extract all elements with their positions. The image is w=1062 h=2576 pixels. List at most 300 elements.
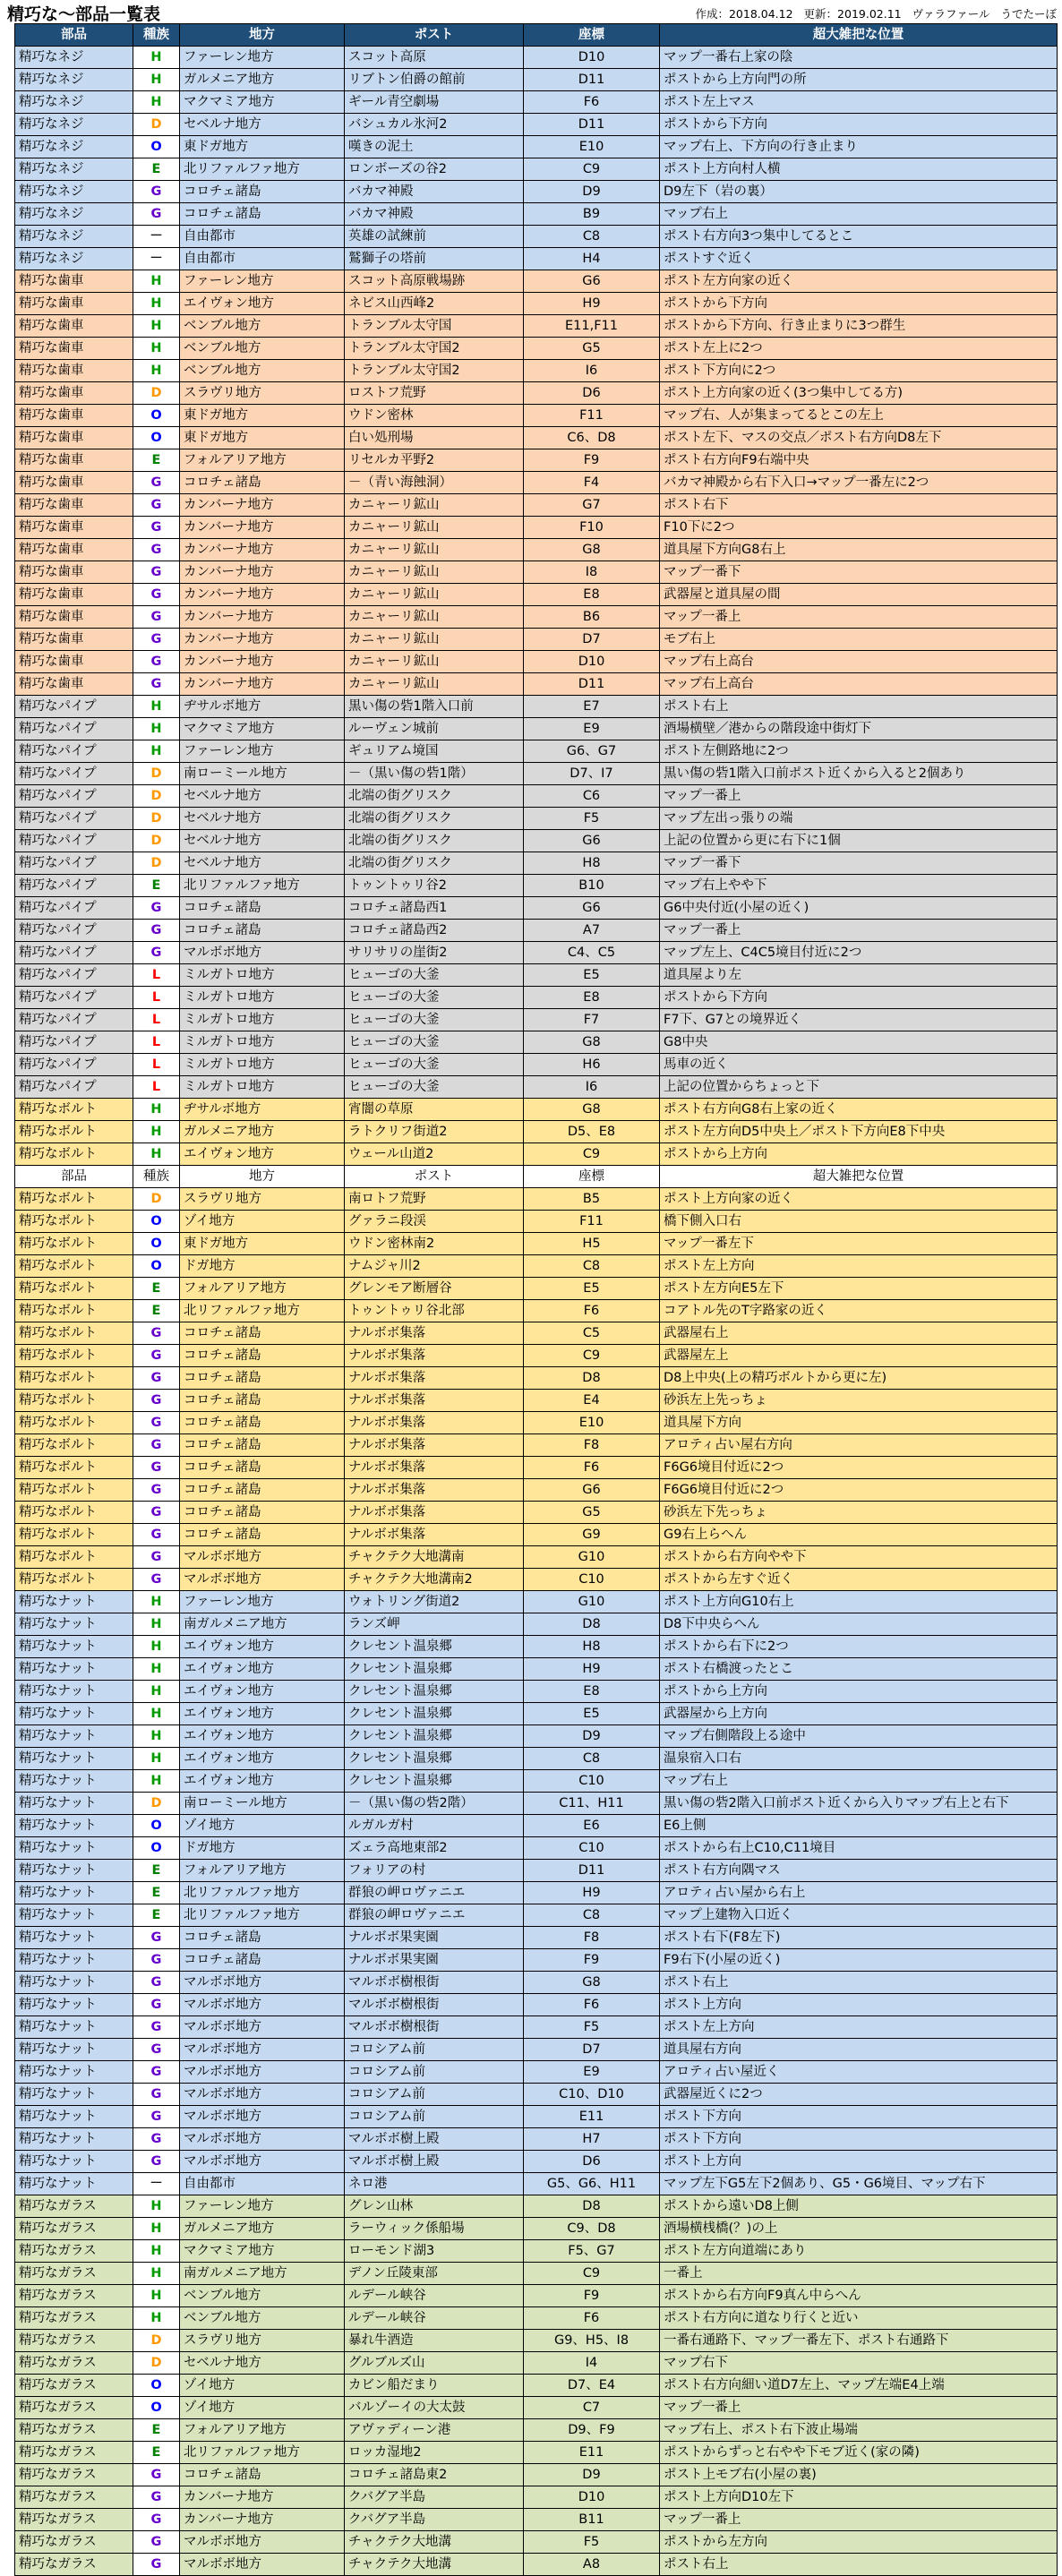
position-cell: D9左下（岩の裏） (660, 181, 1058, 203)
coord-cell: G5 (524, 1502, 660, 1524)
part-name-cell: 精巧なボルト (15, 1255, 133, 1278)
table-row (15, 1345, 1058, 1367)
race-cell: － (133, 2173, 180, 2195)
post-cell: コロシアム前 (345, 2061, 524, 2084)
coord-cell: C10 (524, 1770, 660, 1793)
area-cell: マクマミア地方 (180, 91, 345, 114)
post-cell: クバグア半島 (345, 2486, 524, 2509)
part-name-cell: 精巧なボルト (15, 1390, 133, 1412)
post-cell: ロンボーズの谷2 (345, 158, 524, 181)
position-cell: G8中央 (660, 1031, 1058, 1054)
race-cell: G (133, 897, 180, 920)
race-cell: G (133, 472, 180, 494)
area-cell: ゾイ地方 (180, 2375, 345, 2397)
coord-cell: C8 (524, 1255, 660, 1278)
table-row (15, 2419, 1058, 2442)
position-cell: マップ左出っ張りの端 (660, 808, 1058, 830)
part-name-cell: 精巧なネジ (15, 203, 133, 226)
table-row (15, 427, 1058, 449)
table-row (15, 472, 1058, 494)
table-row (15, 158, 1058, 181)
position-cell: ポスト上方向D10左下 (660, 2486, 1058, 2509)
part-name-cell: 精巧なナット (15, 1882, 133, 1904)
coord-cell: E5 (524, 964, 660, 987)
coord-cell: C10、D10 (524, 2084, 660, 2106)
area-cell: マルボボ地方 (180, 2151, 345, 2173)
position-cell: 上記の位置からちょっと下 (660, 1076, 1058, 1099)
race-cell: H (133, 338, 180, 360)
position-cell: 道具屋下方向G8右上 (660, 539, 1058, 561)
position-cell: ポスト右方向隅マス (660, 1860, 1058, 1882)
coord-cell: H7 (524, 2128, 660, 2151)
table-row (15, 673, 1058, 696)
coord-cell: C10 (524, 1569, 660, 1591)
table-row (15, 1613, 1058, 1636)
coord-cell: F6 (524, 1457, 660, 1479)
part-name-cell: 精巧なボルト (15, 1434, 133, 1457)
part-name-cell: 精巧なパイプ (15, 964, 133, 987)
part-name-cell: 精巧なボルト (15, 1412, 133, 1434)
post-cell: ナルボボ集落 (345, 1390, 524, 1412)
part-name-cell: 精巧なパイプ (15, 852, 133, 875)
table-row (15, 1748, 1058, 1770)
position-cell: ポスト右方向細い道D7左上、マップ左端E4上端 (660, 2375, 1058, 2397)
part-name-cell: 精巧なパイプ (15, 763, 133, 785)
part-name-cell: 精巧な歯車 (15, 449, 133, 472)
area-cell: ミルガトロ地方 (180, 1009, 345, 1031)
post-cell: ラーウィック係船場 (345, 2218, 524, 2240)
coord-cell: C5 (524, 1322, 660, 1345)
race-cell: G (133, 1927, 180, 1949)
table-row (15, 2151, 1058, 2173)
area-cell: ゾイ地方 (180, 1815, 345, 1837)
position-cell: ポスト左方向E5左下 (660, 1278, 1058, 1300)
coord-cell: H9 (524, 1882, 660, 1904)
post-cell: 暴れ牛酒造 (345, 2330, 524, 2352)
race-cell: H (133, 360, 180, 382)
table-row (15, 1994, 1058, 2016)
post-cell: 嘆きの泥土 (345, 136, 524, 158)
area-cell: カンバーナ地方 (180, 606, 345, 629)
coord-cell: B6 (524, 606, 660, 629)
coord-cell: C8 (524, 1904, 660, 1927)
part-name-cell: 精巧な歯車 (15, 606, 133, 629)
area-cell: コロチェ諸島 (180, 1367, 345, 1390)
race-cell: D (133, 830, 180, 852)
race-cell: H (133, 2285, 180, 2307)
table-row (15, 1434, 1058, 1457)
position-cell: マップ一番上 (660, 606, 1058, 629)
post-cell: スコット高原 (345, 47, 524, 69)
part-name-cell: 精巧なナット (15, 1949, 133, 1972)
table-row (15, 629, 1058, 651)
post-cell: クレセント温泉郷 (345, 1658, 524, 1681)
table-row (15, 1770, 1058, 1793)
post-cell: カニャーリ鉱山 (345, 494, 524, 517)
part-name-cell: 精巧なネジ (15, 158, 133, 181)
race-cell: G (133, 920, 180, 942)
position-cell: ポストから遠いD8上側 (660, 2195, 1058, 2218)
area-cell: 南ローミール地方 (180, 763, 345, 785)
part-name-cell: 精巧なナット (15, 2061, 133, 2084)
position-cell: ポストすぐ近く (660, 248, 1058, 270)
table-row (15, 2486, 1058, 2509)
coord-cell: F11 (524, 1211, 660, 1233)
repeated-header-cell: 部品 (15, 1166, 133, 1188)
table-row (15, 517, 1058, 539)
table-row (15, 1502, 1058, 1524)
coord-cell: G6、G7 (524, 740, 660, 763)
position-cell: マップ右、人が集まってるとこの左上 (660, 405, 1058, 427)
area-cell: カンバーナ地方 (180, 494, 345, 517)
area-cell: マルボボ地方 (180, 2061, 345, 2084)
coord-cell: H6 (524, 1054, 660, 1076)
race-cell: D (133, 785, 180, 808)
position-cell: アロティ占い屋右方向 (660, 1434, 1058, 1457)
post-cell: ウドン密林南2 (345, 1233, 524, 1255)
table-row (15, 293, 1058, 315)
part-name-cell: 精巧なパイプ (15, 1009, 133, 1031)
part-name-cell: 精巧なナット (15, 2106, 133, 2128)
coord-cell: C9、D8 (524, 2218, 660, 2240)
table-row (15, 1255, 1058, 1278)
race-cell: G (133, 2039, 180, 2061)
area-cell: セベルナ地方 (180, 852, 345, 875)
table-row (15, 2173, 1058, 2195)
table-row (15, 1949, 1058, 1972)
position-cell: E6上側 (660, 1815, 1058, 1837)
table-row (15, 136, 1058, 158)
coord-cell: H9 (524, 293, 660, 315)
position-cell: ポスト上モブ右(小屋の裏) (660, 2464, 1058, 2486)
coord-cell: D7 (524, 2039, 660, 2061)
position-cell: ポスト左方向家の近く (660, 270, 1058, 293)
area-cell: 自由都市 (180, 248, 345, 270)
race-cell: D (133, 852, 180, 875)
area-cell: マクマミア地方 (180, 718, 345, 740)
position-cell: アロティ占い屋近く (660, 2061, 1058, 2084)
part-name-cell: 精巧なガラス (15, 2218, 133, 2240)
coord-cell: E9 (524, 2061, 660, 2084)
part-name-cell: 精巧なボルト (15, 1457, 133, 1479)
race-cell: D (133, 1188, 180, 1211)
post-cell: ナムジャ川2 (345, 1255, 524, 1278)
race-cell: L (133, 1009, 180, 1031)
table-row (15, 1569, 1058, 1591)
area-cell: 北リファルファ地方 (180, 1882, 345, 1904)
part-name-cell: 精巧なガラス (15, 2285, 133, 2307)
post-cell: 南ロトフ荒野 (345, 1188, 524, 1211)
position-cell: 酒場横壁／港からの階段途中街灯下 (660, 718, 1058, 740)
race-cell: E (133, 1278, 180, 1300)
post-cell: トゥントゥリ谷2 (345, 875, 524, 897)
post-cell: チャクテク大地溝 (345, 2554, 524, 2576)
updated-date: 更新：2019.02.11 (803, 7, 902, 21)
race-cell: L (133, 1031, 180, 1054)
post-cell: バカマ神殿 (345, 181, 524, 203)
race-cell: O (133, 1255, 180, 1278)
post-cell: 群狼の岬ロヴァニエ (345, 1904, 524, 1927)
coord-cell: F8 (524, 1927, 660, 1949)
post-cell: ナルボボ果実園 (345, 1927, 524, 1949)
part-name-cell: 精巧なボルト (15, 1143, 133, 1166)
race-cell: H (133, 1591, 180, 1613)
table-row (15, 897, 1058, 920)
race-cell: G (133, 561, 180, 584)
post-cell: ヒューゴの大釜 (345, 987, 524, 1009)
area-cell: ミルガトロ地方 (180, 1031, 345, 1054)
coord-cell: D11 (524, 1860, 660, 1882)
table-row (15, 1591, 1058, 1613)
part-name-cell: 精巧なナット (15, 1636, 133, 1658)
coord-cell: C10 (524, 1837, 660, 1860)
position-cell: 道具屋より左 (660, 964, 1058, 987)
area-cell: ファーレン地方 (180, 740, 345, 763)
part-name-cell: 精巧なネジ (15, 47, 133, 69)
part-name-cell: 精巧なパイプ (15, 920, 133, 942)
part-name-cell: 精巧なボルト (15, 1524, 133, 1546)
coord-cell: D10 (524, 2486, 660, 2509)
table-row (15, 1882, 1058, 1904)
area-cell: セベルナ地方 (180, 114, 345, 136)
post-cell: ナルボボ集落 (345, 1367, 524, 1390)
part-name-cell: 精巧なガラス (15, 2486, 133, 2509)
area-cell: カンバーナ地方 (180, 651, 345, 673)
area-cell: コロチェ諸島 (180, 1390, 345, 1412)
position-cell: ポスト上方向 (660, 1994, 1058, 2016)
coord-cell: G7 (524, 494, 660, 517)
table-row (15, 1927, 1058, 1949)
area-cell: カンバーナ地方 (180, 2509, 345, 2531)
race-cell: G (133, 517, 180, 539)
position-cell: 武器屋右上 (660, 1322, 1058, 1345)
area-cell: ファーレン地方 (180, 1591, 345, 1613)
part-name-cell: 精巧なナット (15, 1703, 133, 1725)
coord-cell: C8 (524, 226, 660, 248)
position-cell: ポスト左上に2つ (660, 338, 1058, 360)
coord-cell: B11 (524, 2509, 660, 2531)
race-cell: L (133, 1076, 180, 1099)
post-cell: カニャーリ鉱山 (345, 606, 524, 629)
part-name-cell: 精巧なガラス (15, 2352, 133, 2375)
post-cell: ラトクリフ街道2 (345, 1121, 524, 1143)
post-cell: クレセント温泉郷 (345, 1725, 524, 1748)
race-cell: H (133, 1770, 180, 1793)
area-cell: ファーレン地方 (180, 47, 345, 69)
coord-cell: F10 (524, 517, 660, 539)
table-row (15, 942, 1058, 964)
position-cell: 黒い傷の砦2階入口前ポスト近くから入りマップ右上と右下 (660, 1793, 1058, 1815)
coord-cell: F6 (524, 1300, 660, 1322)
part-name-cell: 精巧なナット (15, 1837, 133, 1860)
table-row (15, 1278, 1058, 1300)
race-cell: G (133, 1949, 180, 1972)
race-cell: E (133, 158, 180, 181)
table-row (15, 1076, 1058, 1099)
coord-cell: H9 (524, 1658, 660, 1681)
table-row (15, 1546, 1058, 1569)
area-cell: マルボボ地方 (180, 2106, 345, 2128)
position-cell: マップ一番下 (660, 852, 1058, 875)
area-cell: マルボボ地方 (180, 2016, 345, 2039)
area-cell: 北リファルファ地方 (180, 1904, 345, 1927)
post-cell: クレセント温泉郷 (345, 1703, 524, 1725)
coord-cell: D9、F9 (524, 2419, 660, 2442)
race-cell: H (133, 47, 180, 69)
coord-cell: E10 (524, 1412, 660, 1434)
post-cell: チャクテク大地溝南2 (345, 1569, 524, 1591)
post-cell: ナルボボ集落 (345, 1322, 524, 1345)
post-cell: －（黒い傷の砦2階） (345, 1793, 524, 1815)
area-cell: カンバーナ地方 (180, 629, 345, 651)
position-cell: 砂浜左上先っちょ (660, 1390, 1058, 1412)
post-cell: コロチェ諸島東2 (345, 2464, 524, 2486)
area-cell: コロチェ諸島 (180, 1345, 345, 1367)
area-cell: 自由都市 (180, 2173, 345, 2195)
post-cell: 北端の街グリスク (345, 808, 524, 830)
table-row (15, 2442, 1058, 2464)
coord-cell: F6 (524, 1994, 660, 2016)
part-name-cell: 精巧な歯車 (15, 360, 133, 382)
coord-cell: D9 (524, 1725, 660, 1748)
area-cell: エイヴォン地方 (180, 1658, 345, 1681)
part-name-cell: 精巧なナット (15, 1658, 133, 1681)
area-cell: セベルナ地方 (180, 808, 345, 830)
race-cell: G (133, 494, 180, 517)
area-cell: マルボボ地方 (180, 1546, 345, 1569)
area-cell: エイヴォン地方 (180, 1143, 345, 1166)
part-name-cell: 精巧なネジ (15, 114, 133, 136)
position-cell: ポスト上方向家の近く (660, 1188, 1058, 1211)
table-row (15, 1188, 1058, 1211)
race-cell: E (133, 449, 180, 472)
coord-cell: E8 (524, 987, 660, 1009)
table-row (15, 114, 1058, 136)
coord-cell: F11 (524, 405, 660, 427)
area-cell: ベンブル地方 (180, 315, 345, 338)
area-cell: ミルガトロ地方 (180, 964, 345, 987)
part-name-cell: 精巧なガラス (15, 2442, 133, 2464)
race-cell: G (133, 606, 180, 629)
race-cell: G (133, 651, 180, 673)
coord-cell: E8 (524, 1681, 660, 1703)
post-cell: トゥントゥリ谷北部 (345, 1300, 524, 1322)
position-cell: ポストから下方向 (660, 987, 1058, 1009)
table-row (15, 181, 1058, 203)
area-cell: ベンブル地方 (180, 360, 345, 382)
area-cell: セベルナ地方 (180, 830, 345, 852)
part-name-cell: 精巧なネジ (15, 91, 133, 114)
area-cell: カンバーナ地方 (180, 517, 345, 539)
part-name-cell: 精巧な歯車 (15, 561, 133, 584)
post-cell: ナルボボ果実園 (345, 1949, 524, 1972)
coord-cell: F6 (524, 91, 660, 114)
position-cell: ポストから下方向 (660, 114, 1058, 136)
post-cell: ナルボボ集落 (345, 1457, 524, 1479)
position-cell: ポスト上方向家の近く(3つ集中してる方) (660, 382, 1058, 405)
part-name-cell: 精巧なナット (15, 2016, 133, 2039)
table-row (15, 1524, 1058, 1546)
area-cell: ファーレン地方 (180, 2195, 345, 2218)
coord-cell: F5、G7 (524, 2240, 660, 2263)
race-cell: O (133, 427, 180, 449)
position-cell: ポストから下方向、行き止まりに3つ群生 (660, 315, 1058, 338)
position-cell: ポストから下方向 (660, 293, 1058, 315)
part-name-cell: 精巧なボルト (15, 1479, 133, 1502)
area-cell: コロチェ諸島 (180, 472, 345, 494)
coord-cell: C9 (524, 1345, 660, 1367)
position-cell: マップ右上 (660, 1770, 1058, 1793)
race-cell: G (133, 2128, 180, 2151)
race-cell: － (133, 226, 180, 248)
position-cell: 一番上 (660, 2263, 1058, 2285)
position-cell: ポストから右方向やや下 (660, 1546, 1058, 1569)
race-cell: D (133, 808, 180, 830)
post-cell: マルボボ樹上殿 (345, 2151, 524, 2173)
position-cell: 道具屋下方向 (660, 1412, 1058, 1434)
race-cell: G (133, 2464, 180, 2486)
part-name-cell: 精巧なガラス (15, 2375, 133, 2397)
column-header: 部品 (15, 24, 133, 47)
table-row (15, 1009, 1058, 1031)
post-cell: 英雄の試練前 (345, 226, 524, 248)
race-cell: E (133, 2419, 180, 2442)
part-name-cell: 精巧なガラス (15, 2464, 133, 2486)
post-cell: ウォトリング街道2 (345, 1591, 524, 1613)
table-row (15, 539, 1058, 561)
part-name-cell: 精巧なパイプ (15, 718, 133, 740)
race-cell: H (133, 293, 180, 315)
part-name-cell: 精巧なパイプ (15, 987, 133, 1009)
coord-cell: C9 (524, 1143, 660, 1166)
area-cell: 北リファルファ地方 (180, 2442, 345, 2464)
table-row (15, 2375, 1058, 2397)
position-cell: F10下に2つ (660, 517, 1058, 539)
position-cell: F6G6境目付近に2つ (660, 1457, 1058, 1479)
area-cell: エイヴォン地方 (180, 1636, 345, 1658)
part-name-cell: 精巧なガラス (15, 2263, 133, 2285)
position-cell: マップ右上高台 (660, 673, 1058, 696)
area-cell: ミルガトロ地方 (180, 1076, 345, 1099)
race-cell: H (133, 718, 180, 740)
position-cell: モブ右上 (660, 629, 1058, 651)
race-cell: G (133, 1412, 180, 1434)
area-cell: 東ドガ地方 (180, 427, 345, 449)
area-cell: エイヴォン地方 (180, 1770, 345, 1793)
area-cell: 南ガルメニア地方 (180, 1613, 345, 1636)
area-cell: マルボボ地方 (180, 1569, 345, 1591)
part-name-cell: 精巧なボルト (15, 1502, 133, 1524)
part-name-cell: 精巧なパイプ (15, 1076, 133, 1099)
area-cell: ゾイ地方 (180, 2397, 345, 2419)
post-cell: カニャーリ鉱山 (345, 539, 524, 561)
race-cell: H (133, 2240, 180, 2263)
part-name-cell: 精巧なボルト (15, 1300, 133, 1322)
position-cell: ポスト左上方向 (660, 1255, 1058, 1278)
coord-cell: C4、C5 (524, 942, 660, 964)
coord-cell: F9 (524, 449, 660, 472)
coord-cell: D10 (524, 651, 660, 673)
table-row (15, 2531, 1058, 2554)
position-cell: ポストからずっと右やや下モブ近く(家の隣) (660, 2442, 1058, 2464)
table-row (15, 2128, 1058, 2151)
area-cell: フォルアリア地方 (180, 449, 345, 472)
position-cell: F6G6境目付近に2つ (660, 1479, 1058, 1502)
area-cell: マルボボ地方 (180, 2554, 345, 2576)
area-cell: カンバーナ地方 (180, 539, 345, 561)
area-cell: ベンブル地方 (180, 2285, 345, 2307)
part-name-cell: 精巧なボルト (15, 1322, 133, 1345)
